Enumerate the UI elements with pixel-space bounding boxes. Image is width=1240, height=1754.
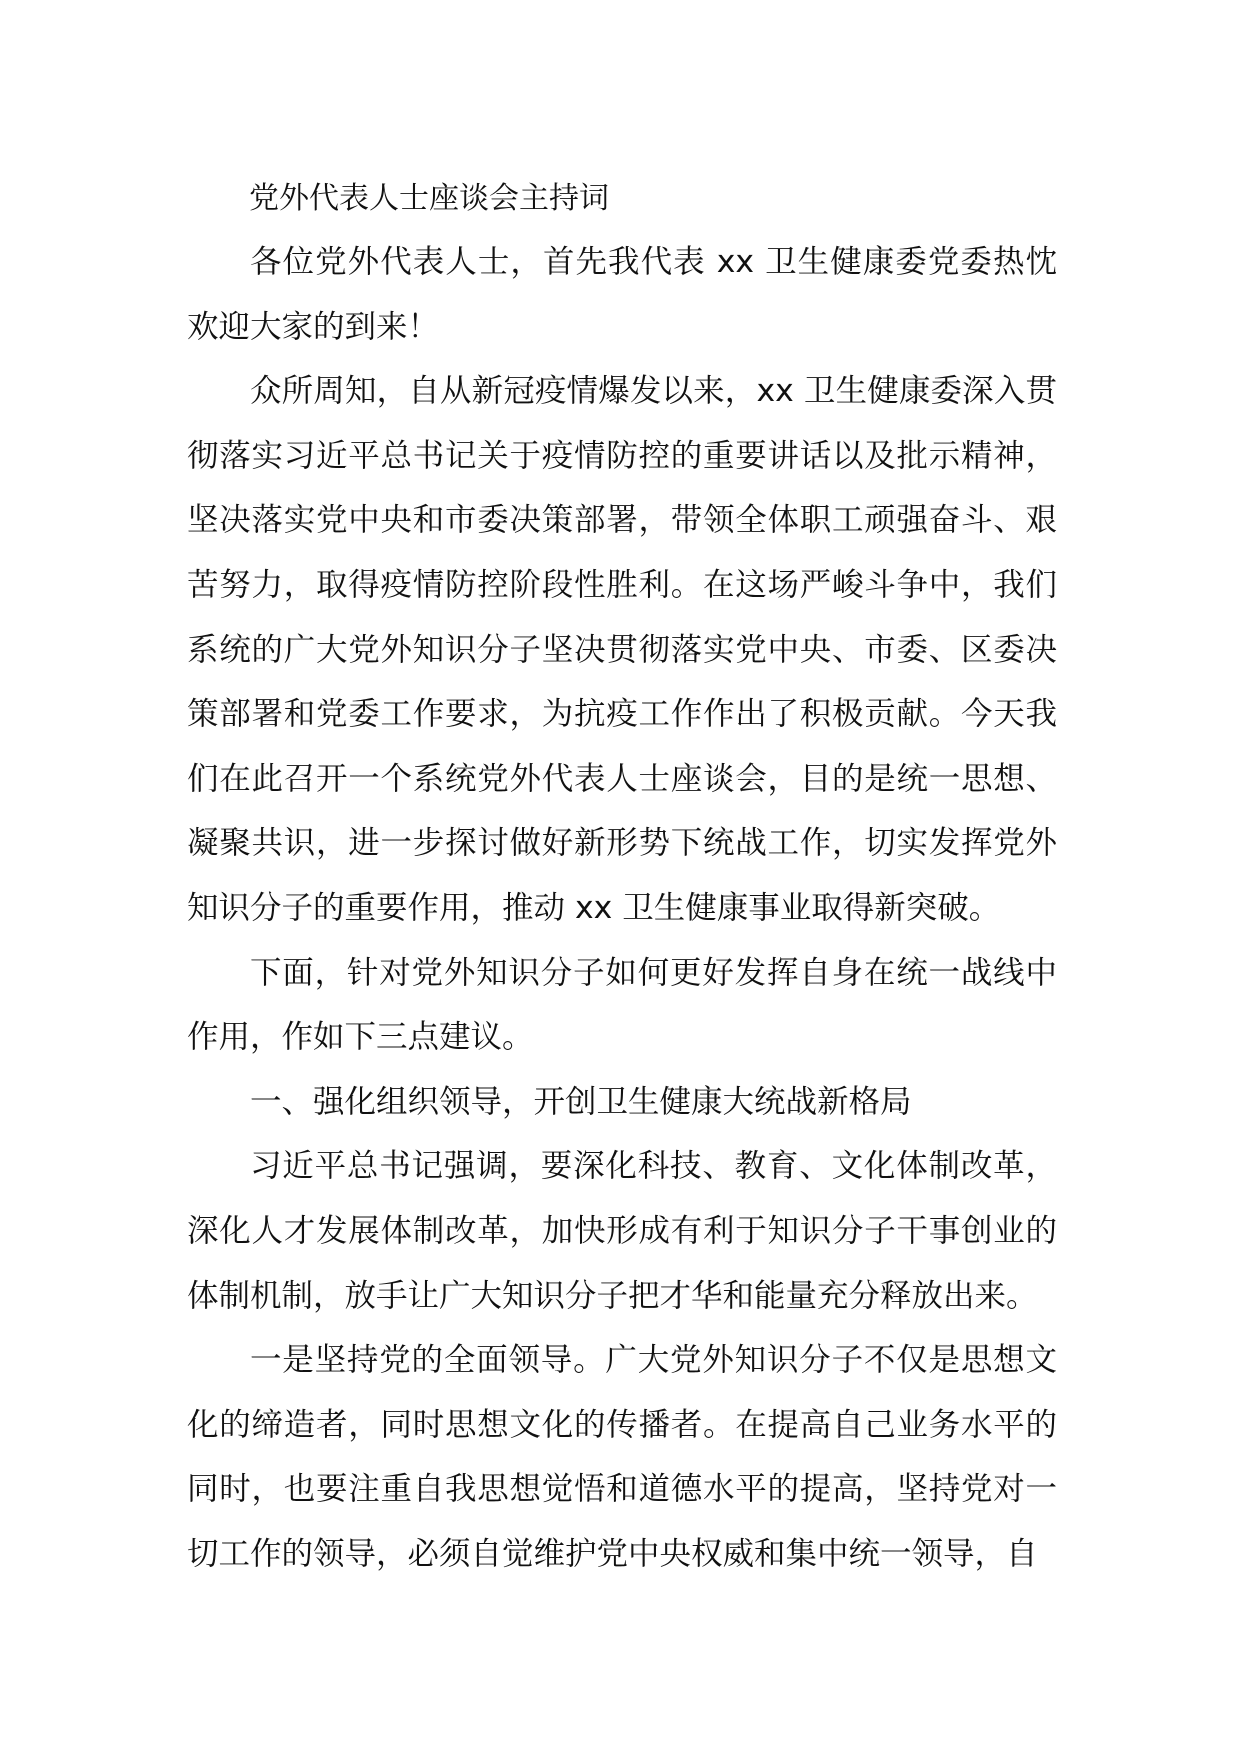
section-heading-one: 一、强化组织领导，开创卫生健康大统战新格局 (250, 1083, 912, 1120)
document-title: 党外代表人士座谈会主持词 (249, 181, 609, 216)
document-body (187, 167, 1057, 1586)
paragraph-background: 众所周知，自从新冠疫情爆发以来，xx 卫生健康委深入贯彻落实习近平总书记关于疫情防控的重要讲话以及批示精神，坚决落实党中央和市委决策部署，带领全体职工顽强奋斗、艰苦努力，取得疫情防控阶段性胜利。在这场严峻斗争中，我们系统的广大党外知识分子坚决贯彻落实党中央、市委、区委决策部署和党委工作要求，为抗疫工作作出了积极贡献。今天我们在此召开一个系统党外代表人士座谈会，目的是统一思想、凝聚共识，进一步探讨做好新形势下统战工作，切实发挥党外知识分子的重要作用，推动 xx 卫生健康事业取得新突破。 (187, 373, 1057, 926)
paragraph-proposals-intro: 下面，针对党外知识分子如何更好发挥自身在统一战线中作用，作如下三点建议。 (187, 954, 1057, 1056)
paragraph-quote: 习近平总书记强调，要深化科技、教育、文化体制改革，深化人才发展体制改革，加快形成有利于知识分子干事创业的体制机制，放手让广大知识分子把才华和能量充分释放出来。 (187, 1148, 1057, 1314)
paragraph-greeting: 各位党外代表人士，首先我代表 xx 卫生健康委党委热忱欢迎大家的到来！ (187, 244, 1057, 345)
paragraph-point-one: 一是坚持党的全面领导。广大党外知识分子不仅是思想文化的缔造者，同时思想文化的传播者。在提高自己业务水平的同时，也要注重自我思想觉悟和道德水平的提高，坚持党对一切工作的领导，必须自觉维护党中央权威和集中统一领导，自 (187, 1342, 1057, 1572)
